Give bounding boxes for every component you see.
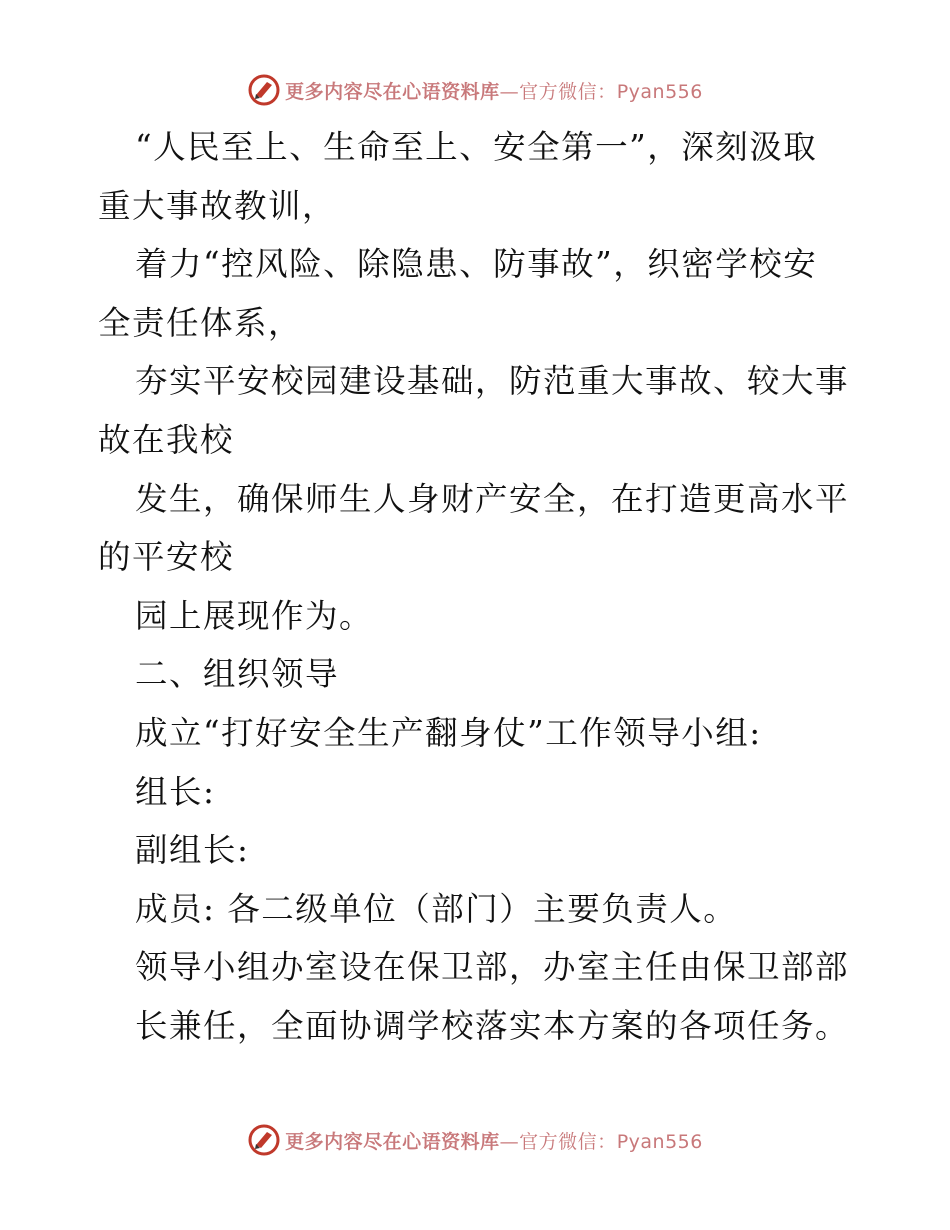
paragraph-line: 副组长: [135,831,250,870]
paragraph-line: 领导小组办室设在保卫部，办室主任由保卫部部 [135,948,850,987]
footer-watermark [0,1120,950,1160]
watermark-text: 更多内容尽在心语资料库—官方微信：Pyan556 [285,80,703,103]
paragraph-line: 着力“控风险、除隐患、防事故”，织密学校安 [135,245,818,284]
paragraph-line: 的平安校 [98,538,235,577]
paragraph-line: 成立“打好安全生产翻身仗”工作领导小组: [135,713,762,752]
paragraph-line: “人民至上、生命至上、安全第一”，深刻汲取 [135,128,818,166]
paragraph-line: 夯实平安校园建设基础，防范重大事故、较大事 [135,362,850,401]
paragraph-line: 组长: [135,772,216,811]
logo-icon [247,1123,281,1157]
watermark-text: 更多内容尽在心语资料库—官方微信：Pyan556 [285,1130,703,1153]
paragraph-line: 园上展现作为。 [135,596,374,635]
paragraph-line: 发生，确保师生人身财产安全，在打造更高水平 [135,479,850,518]
header-watermark [0,70,950,110]
logo-icon [247,73,281,107]
paragraph-line: 成员: 各二级单位（部门）主要负责人。 [135,889,738,928]
paragraph-line: 长兼任，全面协调学校落实本方案的各项任务。 [135,1006,850,1045]
paragraph-line: 重大事故教训， [98,186,337,225]
document-body [98,118,853,1056]
paragraph-line: 全责任体系， [98,303,303,342]
paragraph-line: 故在我校 [98,420,235,459]
section-heading: 二、组织领导 [135,655,340,694]
